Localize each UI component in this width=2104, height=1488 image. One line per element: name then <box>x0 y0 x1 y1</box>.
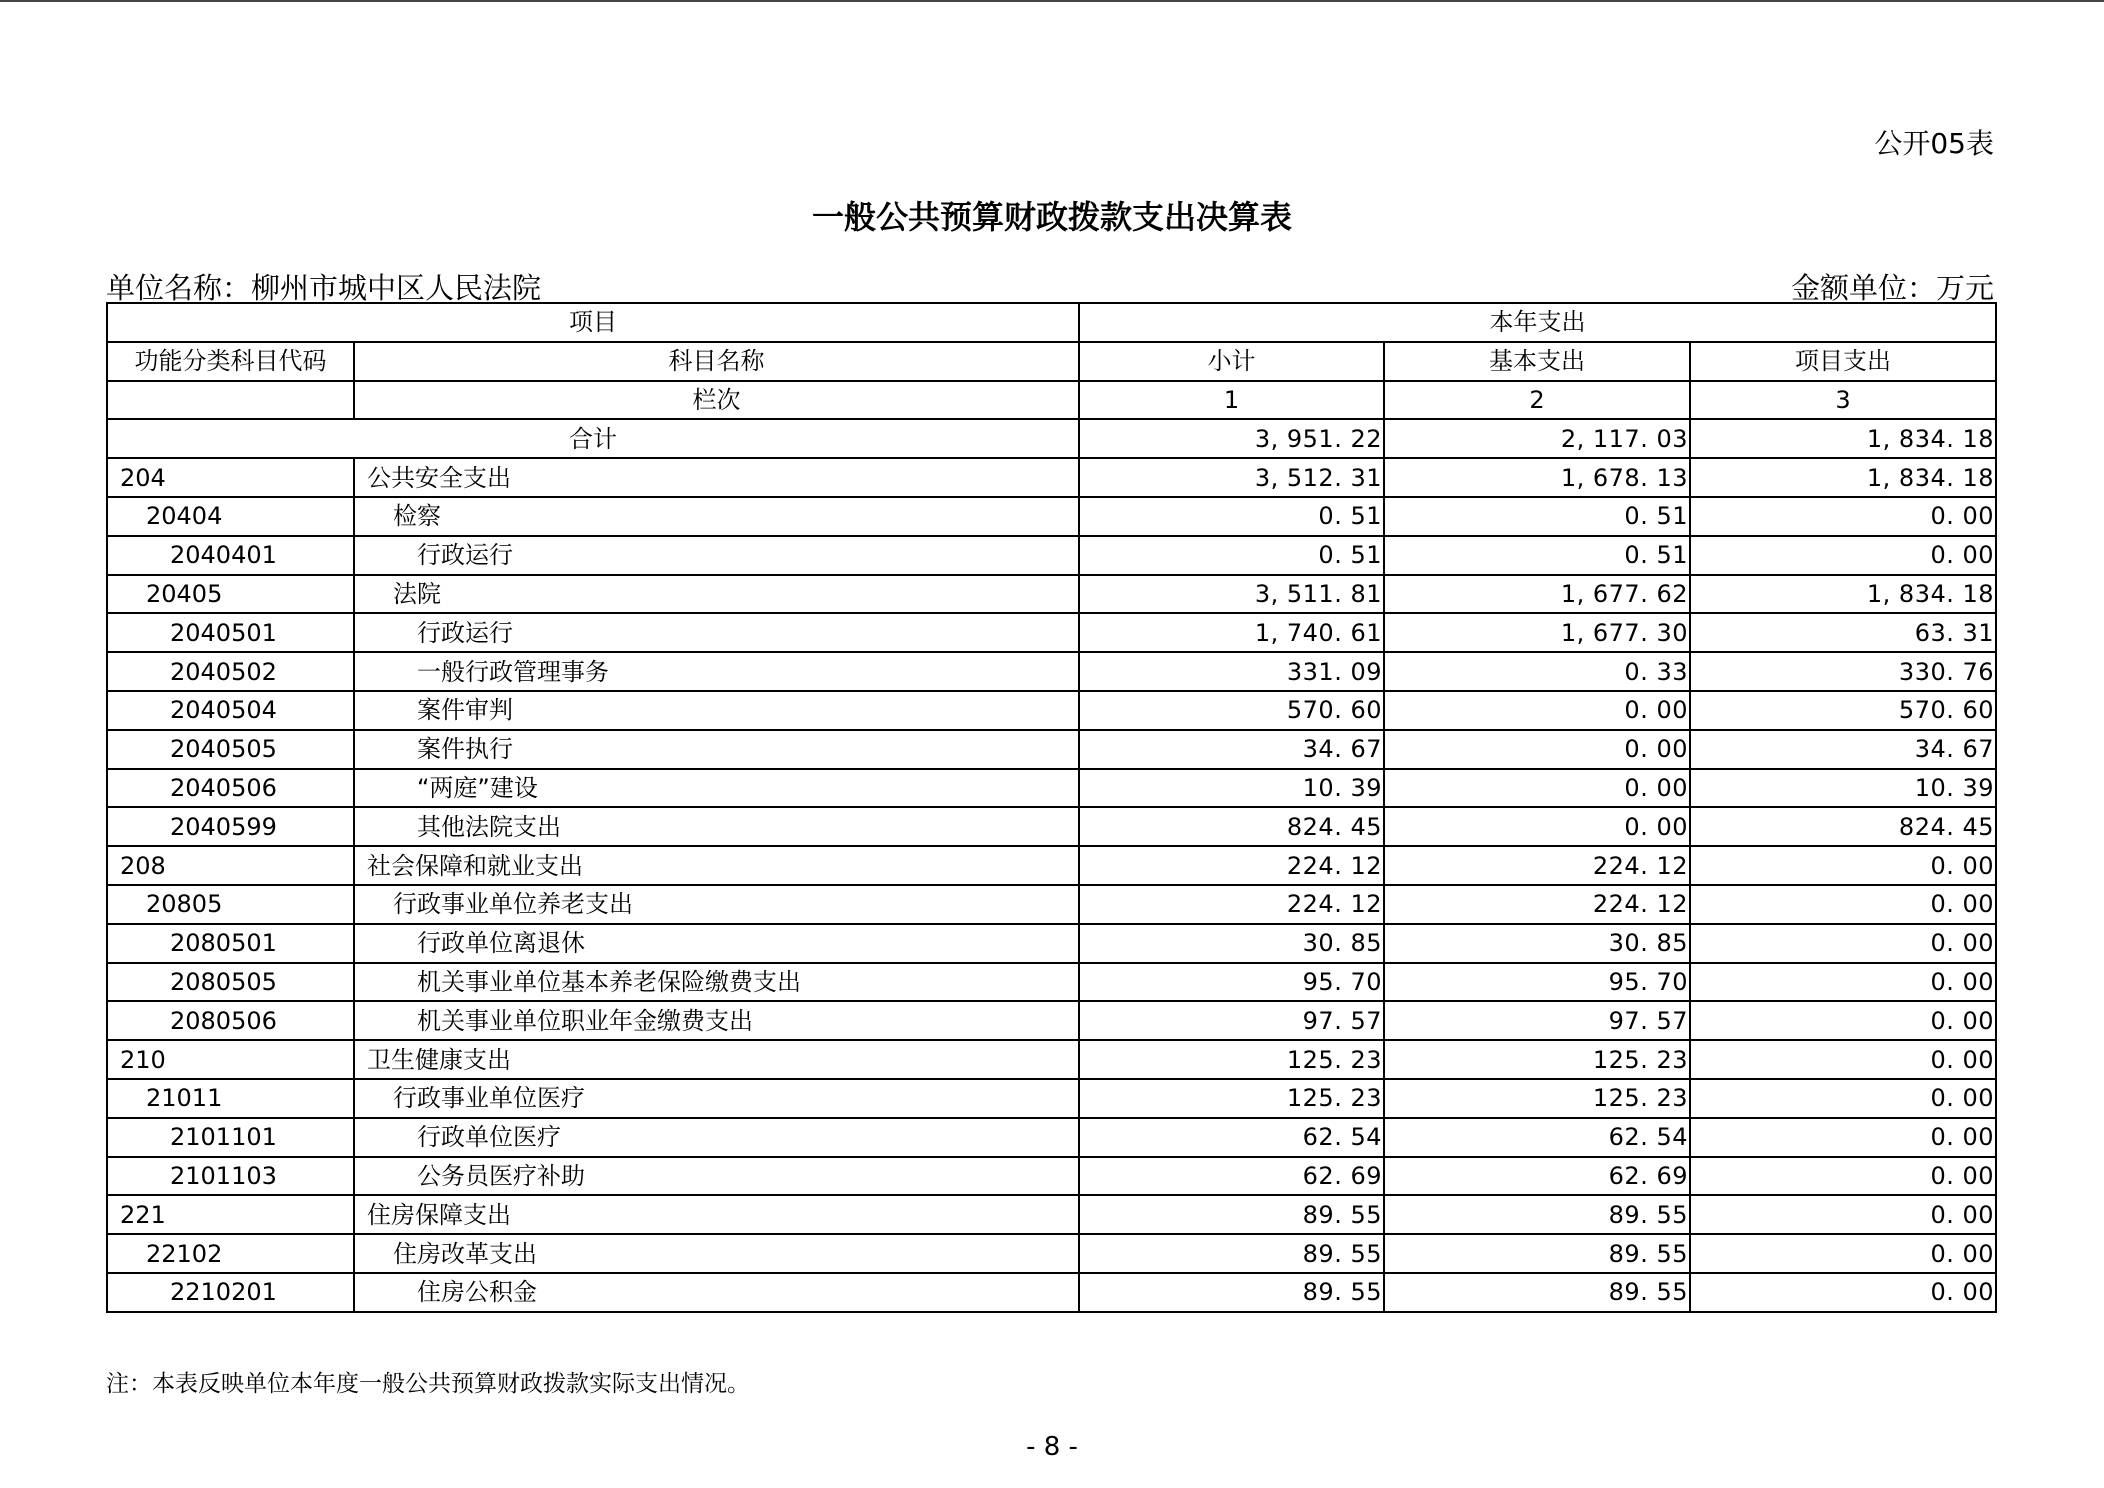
row-project: 330. 76 <box>1690 652 1996 691</box>
top-border-line <box>0 0 2104 2</box>
column-header-subtotal: 小计 <box>1079 342 1384 381</box>
table-row <box>107 497 1996 536</box>
row-project: 0. 00 <box>1690 1118 1996 1157</box>
column-index-label: 栏次 <box>354 381 1079 420</box>
row-code: 2040505 <box>107 730 354 769</box>
row-name: 行政事业单位医疗 <box>354 1079 1079 1118</box>
row-code: 210 <box>107 1040 354 1079</box>
row-code: 2040599 <box>107 807 354 846</box>
row-project: 10. 39 <box>1690 769 1996 808</box>
amount-unit: 金额单位：万元 <box>1790 271 1994 305</box>
row-basic: 0. 51 <box>1384 536 1690 575</box>
table-row <box>107 1195 1996 1234</box>
row-subtotal: 62. 54 <box>1079 1118 1384 1157</box>
table-row <box>107 924 1996 963</box>
row-basic: 0. 00 <box>1384 691 1690 730</box>
row-code: 20405 <box>107 575 354 614</box>
row-subtotal: 10. 39 <box>1079 769 1384 808</box>
row-subtotal: 89. 55 <box>1079 1273 1384 1312</box>
group-header-project: 项目 <box>107 303 1079 342</box>
row-basic: 89. 55 <box>1384 1195 1690 1234</box>
row-name: 卫生健康支出 <box>354 1040 1079 1079</box>
row-code: 221 <box>107 1195 354 1234</box>
row-code: 21011 <box>107 1079 354 1118</box>
row-code: 2040504 <box>107 691 354 730</box>
row-name: 行政运行 <box>354 613 1079 652</box>
row-code: 2040506 <box>107 769 354 808</box>
row-project: 570. 60 <box>1690 691 1996 730</box>
column-index-1: 1 <box>1079 381 1384 420</box>
row-basic: 95. 70 <box>1384 963 1690 1002</box>
row-subtotal: 125. 23 <box>1079 1079 1384 1118</box>
total-subtotal: 3, 951. 22 <box>1079 419 1384 458</box>
row-name: 行政单位离退休 <box>354 924 1079 963</box>
row-code: 2040401 <box>107 536 354 575</box>
row-name: 住房改革支出 <box>354 1234 1079 1273</box>
row-project: 0. 00 <box>1690 885 1996 924</box>
table-row <box>107 458 1996 497</box>
row-basic: 0. 00 <box>1384 807 1690 846</box>
total-row <box>107 419 1996 458</box>
total-project: 1, 834. 18 <box>1690 419 1996 458</box>
row-project: 0. 00 <box>1690 1195 1996 1234</box>
table-row <box>107 1118 1996 1157</box>
table-row <box>107 963 1996 1002</box>
row-code: 2040502 <box>107 652 354 691</box>
row-project: 0. 00 <box>1690 1157 1996 1196</box>
table-row <box>107 575 1996 614</box>
row-subtotal: 0. 51 <box>1079 497 1384 536</box>
column-header-project: 项目支出 <box>1690 342 1996 381</box>
unit-name: 单位名称：柳州市城中区人民法院 <box>106 271 542 305</box>
row-subtotal: 1, 740. 61 <box>1079 613 1384 652</box>
table-row <box>107 769 1996 808</box>
row-project: 0. 00 <box>1690 963 1996 1002</box>
row-project: 0. 00 <box>1690 1040 1996 1079</box>
row-project: 0. 00 <box>1690 1234 1996 1273</box>
column-index-3: 3 <box>1690 381 1996 420</box>
row-subtotal: 62. 69 <box>1079 1157 1384 1196</box>
total-label: 合计 <box>107 419 1079 458</box>
row-code: 20805 <box>107 885 354 924</box>
row-code: 204 <box>107 458 354 497</box>
group-header-expense: 本年支出 <box>1079 303 1996 342</box>
table-row <box>107 536 1996 575</box>
row-project: 0. 00 <box>1690 924 1996 963</box>
row-basic: 1, 677. 62 <box>1384 575 1690 614</box>
table-row <box>107 1001 1996 1040</box>
row-basic: 0. 00 <box>1384 730 1690 769</box>
row-name: 社会保障和就业支出 <box>354 846 1079 885</box>
row-basic: 89. 55 <box>1384 1273 1690 1312</box>
row-code: 2210201 <box>107 1273 354 1312</box>
row-code: 2080501 <box>107 924 354 963</box>
row-name: “两庭”建设 <box>354 769 1079 808</box>
row-code: 2101101 <box>107 1118 354 1157</box>
header-column-row <box>107 342 1996 381</box>
row-basic: 224. 12 <box>1384 885 1690 924</box>
row-name: 检察 <box>354 497 1079 536</box>
row-subtotal: 3, 512. 31 <box>1079 458 1384 497</box>
column-header-name: 科目名称 <box>354 342 1079 381</box>
row-name: 公共安全支出 <box>354 458 1079 497</box>
row-basic: 97. 57 <box>1384 1001 1690 1040</box>
column-index-2: 2 <box>1384 381 1690 420</box>
row-name: 住房公积金 <box>354 1273 1079 1312</box>
row-subtotal: 0. 51 <box>1079 536 1384 575</box>
row-basic: 224. 12 <box>1384 846 1690 885</box>
row-basic: 89. 55 <box>1384 1234 1690 1273</box>
row-subtotal: 89. 55 <box>1079 1234 1384 1273</box>
row-subtotal: 3, 511. 81 <box>1079 575 1384 614</box>
column-index-row <box>107 381 1996 420</box>
table-row <box>107 1157 1996 1196</box>
row-subtotal: 224. 12 <box>1079 846 1384 885</box>
row-name: 一般行政管理事务 <box>354 652 1079 691</box>
row-code: 20404 <box>107 497 354 536</box>
row-name: 行政运行 <box>354 536 1079 575</box>
row-project: 63. 31 <box>1690 613 1996 652</box>
table-row <box>107 1273 1996 1312</box>
row-subtotal: 224. 12 <box>1079 885 1384 924</box>
table-row <box>107 730 1996 769</box>
table-row <box>107 807 1996 846</box>
row-name: 法院 <box>354 575 1079 614</box>
total-basic: 2, 117. 03 <box>1384 419 1690 458</box>
row-project: 0. 00 <box>1690 536 1996 575</box>
table-note: 注：本表反映单位本年度一般公共预算财政拨款实际支出情况。 <box>106 1371 750 1397</box>
row-project: 34. 67 <box>1690 730 1996 769</box>
table-row <box>107 1079 1996 1118</box>
row-basic: 62. 54 <box>1384 1118 1690 1157</box>
column-header-basic: 基本支出 <box>1384 342 1690 381</box>
table-row <box>107 613 1996 652</box>
column-index-empty <box>107 381 354 420</box>
row-subtotal: 34. 67 <box>1079 730 1384 769</box>
row-subtotal: 570. 60 <box>1079 691 1384 730</box>
header-group-row <box>107 303 1996 342</box>
row-project: 0. 00 <box>1690 1273 1996 1312</box>
row-basic: 0. 51 <box>1384 497 1690 536</box>
row-basic: 1, 677. 30 <box>1384 613 1690 652</box>
table-row <box>107 846 1996 885</box>
row-name: 案件审判 <box>354 691 1079 730</box>
row-name: 机关事业单位基本养老保险缴费支出 <box>354 963 1079 1002</box>
row-code: 208 <box>107 846 354 885</box>
row-basic: 125. 23 <box>1384 1079 1690 1118</box>
table-row <box>107 885 1996 924</box>
row-code: 22102 <box>107 1234 354 1273</box>
row-subtotal: 331. 09 <box>1079 652 1384 691</box>
row-code: 2080505 <box>107 963 354 1002</box>
row-basic: 30. 85 <box>1384 924 1690 963</box>
row-basic: 0. 00 <box>1384 769 1690 808</box>
row-project: 0. 00 <box>1690 497 1996 536</box>
row-project: 0. 00 <box>1690 1079 1996 1118</box>
row-basic: 62. 69 <box>1384 1157 1690 1196</box>
row-subtotal: 125. 23 <box>1079 1040 1384 1079</box>
row-name: 公务员医疗补助 <box>354 1157 1079 1196</box>
row-project: 824. 45 <box>1690 807 1996 846</box>
row-subtotal: 30. 85 <box>1079 924 1384 963</box>
row-name: 其他法院支出 <box>354 807 1079 846</box>
row-subtotal: 89. 55 <box>1079 1195 1384 1234</box>
row-basic: 1, 678. 13 <box>1384 458 1690 497</box>
row-subtotal: 824. 45 <box>1079 807 1384 846</box>
table-row <box>107 691 1996 730</box>
row-code: 2101103 <box>107 1157 354 1196</box>
table-row <box>107 652 1996 691</box>
row-subtotal: 97. 57 <box>1079 1001 1384 1040</box>
row-name: 案件执行 <box>354 730 1079 769</box>
page-title: 一般公共预算财政拨款支出决算表 <box>811 198 1292 236</box>
row-code: 2040501 <box>107 613 354 652</box>
table-row <box>107 1040 1996 1079</box>
table-code: 公开05表 <box>1874 127 1994 160</box>
row-name: 机关事业单位职业年金缴费支出 <box>354 1001 1079 1040</box>
expenditure-table <box>106 302 1997 1313</box>
row-name: 行政事业单位养老支出 <box>354 885 1079 924</box>
row-project: 0. 00 <box>1690 846 1996 885</box>
table-row <box>107 1234 1996 1273</box>
row-project: 0. 00 <box>1690 1001 1996 1040</box>
column-header-code: 功能分类科目代码 <box>107 342 354 381</box>
page-number: - 8 - <box>1026 1432 1078 1462</box>
row-project: 1, 834. 18 <box>1690 458 1996 497</box>
row-project: 1, 834. 18 <box>1690 575 1996 614</box>
row-subtotal: 95. 70 <box>1079 963 1384 1002</box>
row-name: 住房保障支出 <box>354 1195 1079 1234</box>
row-basic: 125. 23 <box>1384 1040 1690 1079</box>
row-basic: 0. 33 <box>1384 652 1690 691</box>
row-code: 2080506 <box>107 1001 354 1040</box>
row-name: 行政单位医疗 <box>354 1118 1079 1157</box>
